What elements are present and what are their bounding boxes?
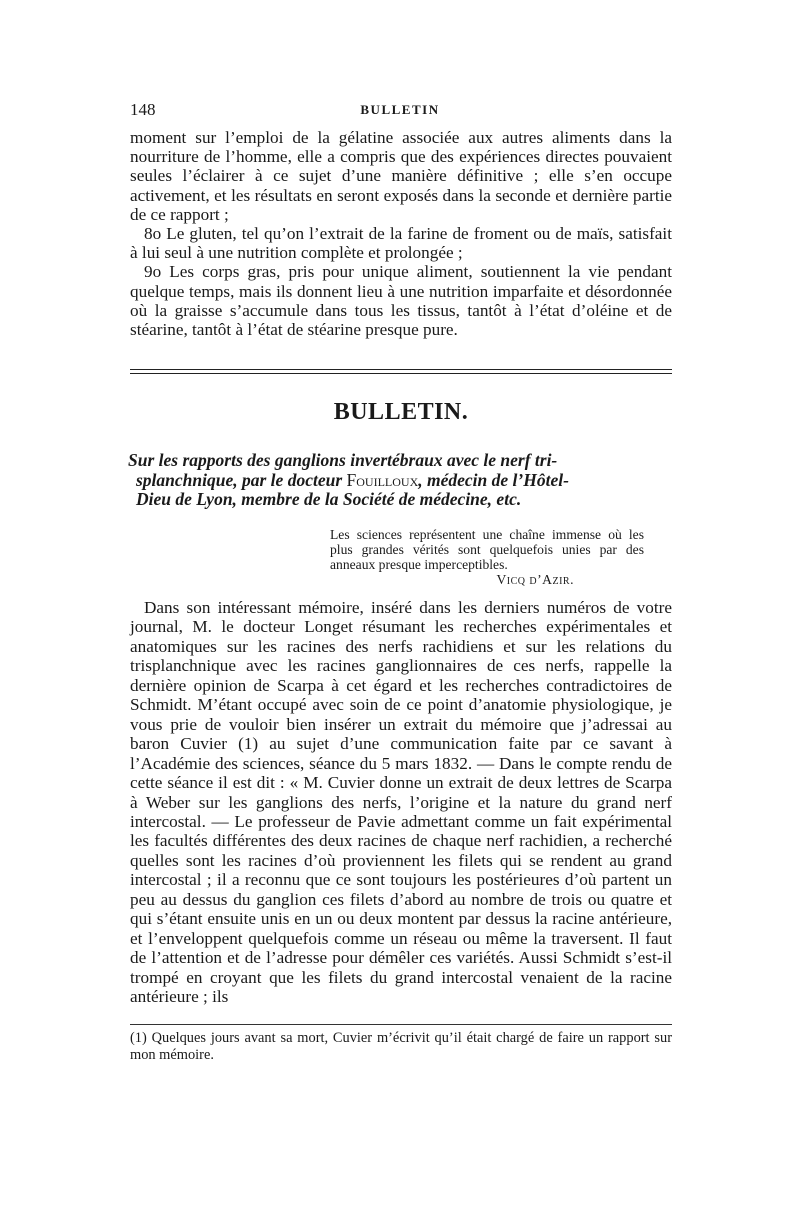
subtitle-text: , médecin de l’Hôtel-: [418, 469, 569, 490]
section-title: BULLETIN.: [333, 399, 469, 425]
article-subtitle: [128, 451, 674, 510]
epigraph-text: Les sciences représentent une chaîne immense où les plus grandes vérités sont quelquefois unies par des anneaux presque imperceptibles.: [330, 527, 644, 572]
paragraph: moment sur l’emploi de la gélatine associée aux autres aliments dans la nourriture de l’homme, elle a compris que des expériences directes pouvaient seules l’éclairer à ce sujet d’une manière définitive ; elle s’en occupe activement, et les résultats en seront exposés dans la seconde et dernière partie de ce rapport ;: [130, 128, 672, 224]
divider-rule: [130, 373, 672, 374]
footnote: (1) Quelques jours avant sa mort, Cuvier m’écrivit qu’il était chargé de faire un rapport sur mon mémoire.: [130, 1030, 672, 1063]
running-head: BULLETIN: [360, 102, 440, 117]
divider-rule: [130, 369, 672, 370]
section-divider: [130, 369, 672, 377]
subtitle-text: splanchnique, par le docteur: [136, 469, 347, 490]
paragraph: 9o Les corps gras, pris pour unique aliment, soutiennent la vie pendant quelque temps, mais ils donnent lieu à une nutrition imparfaite et désordonnée où la graisse s’accumule dans tous les tissus, tantôt à l’état d’oléine et de stéarine, tantôt à l’état de stéarine presque pure.: [130, 262, 672, 340]
footnote-rule: [130, 1024, 672, 1025]
page-header: [130, 100, 670, 124]
author-name: Fouilloux: [346, 469, 419, 490]
subtitle-line: [128, 471, 674, 491]
subtitle-line: Sur les rapports des ganglions invertébraux avec le nerf tri-: [128, 450, 558, 470]
article-body: [130, 598, 672, 1007]
epigraph: [330, 527, 644, 587]
paragraph: Dans son intéressant mémoire, inséré dans les derniers numéros de votre journal, M. le docteur Longet résumant les recherches expérimentales et anatomiques sur les racines des nerfs rachidiens et sur les relations du trisplanchnique avec les racines ganglionnaires de ces nerfs, rappelle la dernière opinion de Scarpa à cet égard et les recherches contradictoires de Schmidt. M’étant occupé avec soin de ce point d’anatomie physiologique, je vous prie de vouloir bien insérer un extrait du mémoire que j’adressai au baron Cuvier (1) au sujet d’une communication faite par ce savant à l’Académie des sciences, séance du 5 mars 1832. — Dans le compte rendu de cette séance il est dit : « M. Cuvier donne un extrait de deux lettres de Scarpa à Weber sur les ganglions des nerfs, l’origine et la nature du grand nerf intercostal. — Le professeur de Pavie admettant comme un fait expérimental les facultés différentes des deux racines de chaque nerf rachidien, a recherché quelles sont les racines d’où proviennent les filets qui se rendent au grand intercostal ; il a reconnu que ce sont toujours les postérieures d’où partent un peu au dessus du ganglion ces filets d’abord au nombre de trois ou quatre et qui s’étant ensuite unis en un ou deux montent par dessus la racine antérieure, et l’enveloppent quelquefois comme un réseau ou même la traversent. Il faut de l’attention et de l’adresse pour démêler ces variétés. Aussi Schmidt s’est-il trompé en croyant que les filets du grand intercostal venaient de la racine antérieure ; ils: [130, 598, 672, 1007]
epigraph-author: Vicq d’Azir.: [496, 572, 574, 587]
subtitle-line: Dieu de Lyon, membre de la Société de médecine, etc.: [136, 489, 522, 509]
page-number: 148: [130, 100, 156, 119]
paragraph: 8o Le gluten, tel qu’on l’extrait de la farine de froment ou de maïs, satisfait à lui seul à une nutrition complète et prolongée ;: [130, 224, 672, 263]
continued-text: [130, 128, 672, 339]
